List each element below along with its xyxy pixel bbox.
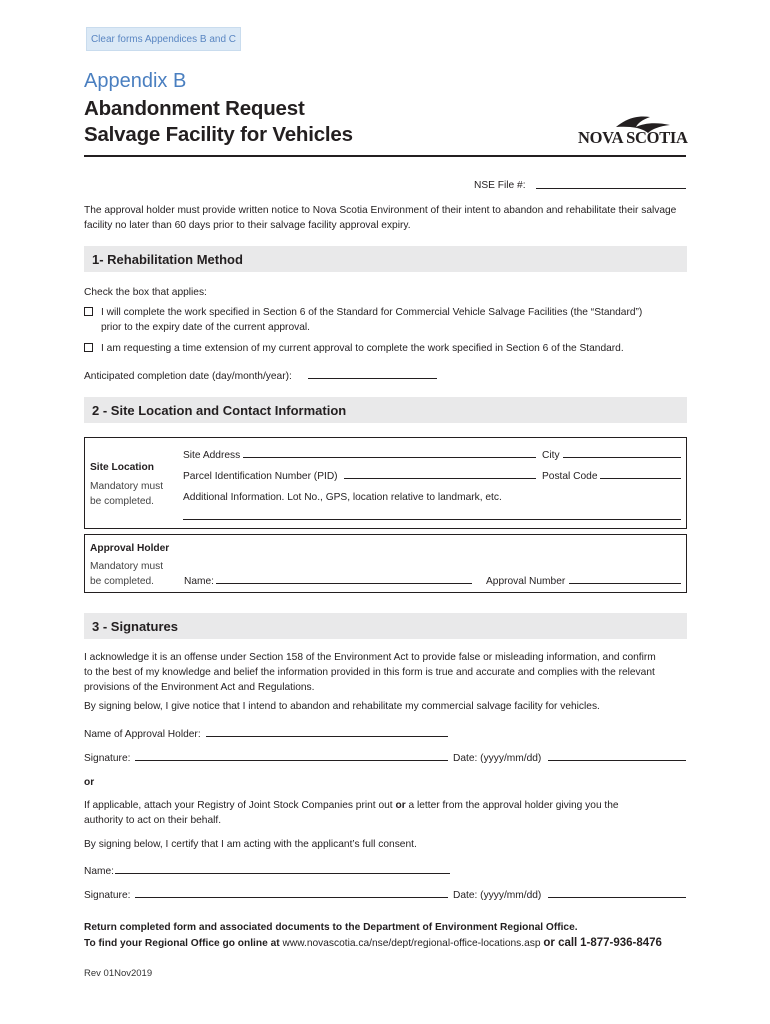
nse-file-field[interactable] [536,188,686,189]
name-label: Name: [84,866,115,877]
attach-or: or [395,800,406,811]
header-divider [84,155,686,157]
site-location-note-1: Mandatory must [90,481,164,492]
section1-heading: 1- Rehabilitation Method [84,246,687,272]
site-location-label: Site Location [90,462,154,473]
intro-text: The approval holder must provide written notice to Nova Scotia Environment of their intent to abandon and rehabilitate their salvage facility no later than 60 days prior to their salvage facility approval expiry. [84,205,677,231]
postal-code-field[interactable] [600,478,681,479]
page-title-line2: Salvage Facility for Vehicles [84,123,353,146]
logo-text: NOVA SCOTIA [578,128,688,147]
name-field[interactable] [115,873,450,874]
find-office-line [84,936,662,951]
holder-name-sig-label: Name of Approval Holder: [84,729,201,740]
additional-info-field[interactable] [183,519,681,520]
option1-row [84,305,642,320]
date2-label: Date: (yyyy/mm/dd) [453,890,542,901]
check-prompt: Check the box that applies: [84,287,207,298]
acknowledgement-line3: provisions of the Environment Act and Regulations. [84,682,315,693]
acknowledgement-line2: to the best of my knowledge and belief the information provided in this form is true and accurate and complies with the relevant [84,667,655,678]
city-field[interactable] [563,457,681,458]
page-title-line1: Abandonment Request [84,97,305,120]
holder-name-label: Name: [184,576,215,587]
nova-scotia-logo [574,113,690,149]
section3-heading: 3 - Signatures [84,613,687,639]
attach-line1 [84,798,688,813]
date-field[interactable] [548,760,686,761]
date-label: Date: (yyyy/mm/dd) [453,753,542,764]
pid-field[interactable] [344,478,536,479]
approval-holder-note-1: Mandatory must [90,561,164,572]
option1-text: I will complete the work specified in Section 6 of the Standard for Commercial Vehicle Salvage Facilities (the “Standard”) [101,307,643,318]
date2-field[interactable] [548,897,686,898]
approval-number-field[interactable] [569,583,681,584]
completion-date-field[interactable] [308,378,437,379]
approval-holder-box [84,534,687,593]
regional-office-link[interactable]: www.novascotia.ca/nse/dept/regional-office-locations.asp [282,938,541,949]
find-text-a: To find your Regional Office go online at [84,938,280,949]
site-address-field[interactable] [243,457,536,458]
attach-text-b: a letter from the approval holder giving you the [408,800,619,811]
option2-row [84,341,624,356]
additional-info-label: Additional Information. Lot No., GPS, location relative to landmark, etc. [183,492,502,503]
certify-text: By signing below, I certify that I am acting with the applicant’s full consent. [84,839,417,850]
holder-name-sig-field[interactable] [206,736,448,737]
option2-text: I am requesting a time extension of my current approval to complete the work specified in Section 6 of the Standard. [101,343,624,354]
revision-label: Rev 01Nov2019 [84,968,153,979]
postal-code-label: Postal Code [542,471,598,482]
find-text-b: or call [543,937,578,949]
attach-line2: authority to act on their behalf. [84,815,222,826]
signature2-field[interactable] [135,897,448,898]
site-address-label: Site Address [183,450,241,461]
attach-text-a: If applicable, attach your Registry of Joint Stock Companies print out [84,800,393,811]
option1-text-line2: prior to the expiry date of the current approval. [101,322,310,333]
pid-label: Parcel Identification Number (PID) [183,471,338,482]
section2-heading: 2 - Site Location and Contact Information [84,397,687,423]
or-separator: or [84,777,95,788]
holder-name-field[interactable] [216,583,472,584]
clear-forms-button[interactable]: Clear forms Appendices B and C [86,27,241,51]
city-label: City [542,450,560,461]
phone-number: 1-877-936-8476 [580,937,662,949]
return-line: Return completed form and associated documents to the Department of Environment Regional Office. [84,922,578,933]
option1-checkbox[interactable] [84,307,93,316]
signature-label: Signature: [84,753,131,764]
approval-holder-label: Approval Holder [90,543,170,554]
signature2-label: Signature: [84,890,131,901]
option2-checkbox[interactable] [84,343,93,352]
site-location-note-2: be completed. [90,496,154,507]
signature-field[interactable] [135,760,448,761]
approval-holder-note-2: be completed. [90,576,154,587]
acknowledgement-line1: I acknowledge it is an offense under Section 158 of the Environment Act to provide false or misleading information, and confirm [84,652,656,663]
appendix-label: Appendix B [84,70,187,92]
notice-text: By signing below, I give notice that I intend to abandon and rehabilitate my commercial salvage facility for vehicles. [84,701,600,712]
completion-date-label: Anticipated completion date (day/month/year): [84,371,292,382]
approval-number-label: Approval Number [486,576,566,587]
nse-file-label: NSE File #: [474,180,526,191]
